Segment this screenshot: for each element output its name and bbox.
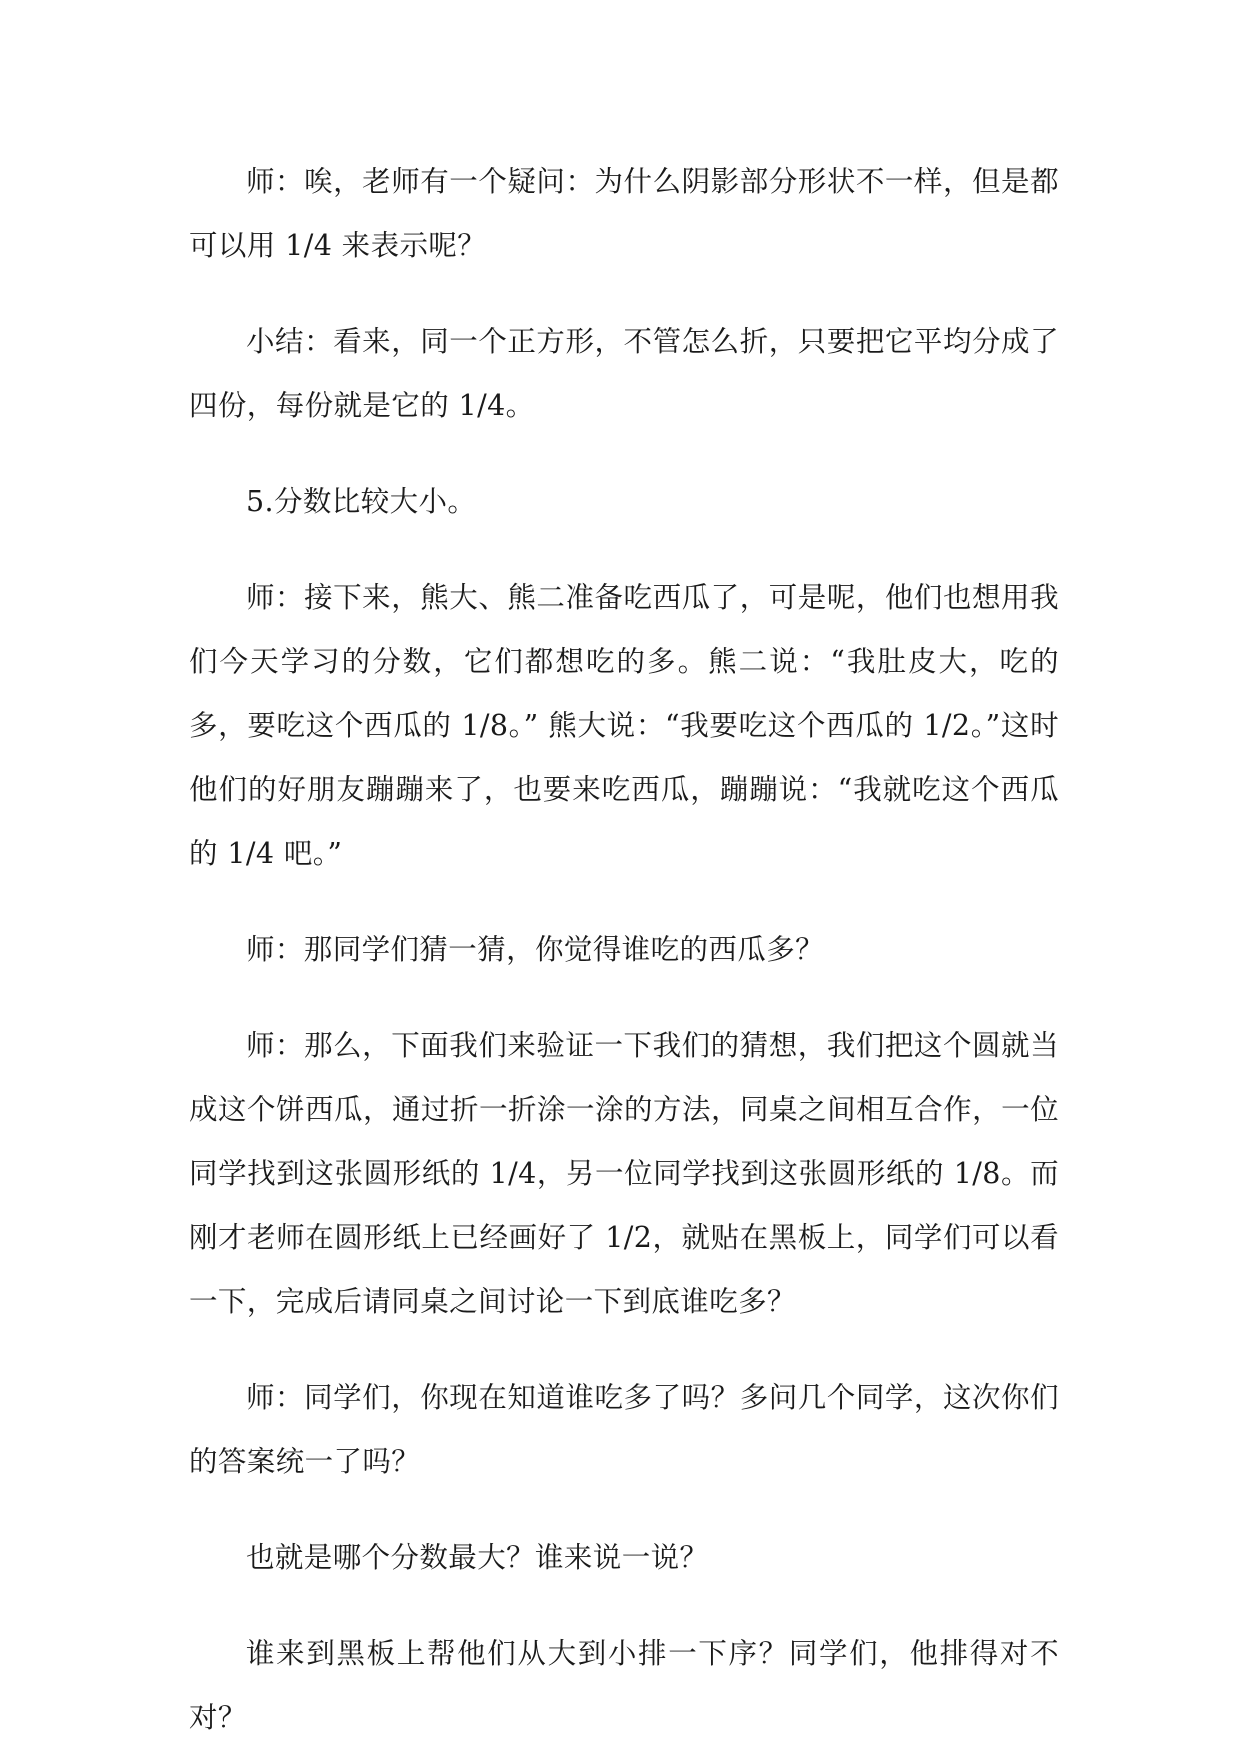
document-body (189, 150, 1059, 1750)
paragraph-guess: 师：那同学们猜一猜，你觉得谁吃的西瓜多？ (246, 933, 825, 966)
paragraph-teacher-question: 师：唉，老师有一个疑问：为什么阴影部分形状不一样，但是都可以用 1/4 来表示呢？ (189, 165, 1059, 262)
paragraph-summary: 小结：看来，同一个正方形，不管怎么折，只要把它平均分成了四份，每份就是它的 1/4。 (189, 325, 1059, 422)
paragraph-discussion: 师：同学们，你现在知道谁吃多了吗？多问几个同学，这次你们的答案统一了吗？ (189, 1381, 1059, 1478)
paragraph-watermelon-story: 师：接下来，熊大、熊二准备吃西瓜了，可是呢，他们也想用我们今天学习的分数，它们都想吃的多。熊二说：“我肚皮大，吃的多，要吃这个西瓜的 1/8。” 熊大说：“我要吃这个西瓜的 1/2。”这时他们的好朋友蹦蹦来了，也要来吃西瓜，蹦蹦说：“我就吃这个西瓜的 1/4 吧。” (189, 581, 1059, 870)
paragraph-ordering: 谁来到黑板上帮他们从大到小排一下序？同学们，他排得对不对？ (189, 1637, 1059, 1734)
paragraph-largest-fraction: 也就是哪个分数最大？谁来说一说？ (246, 1541, 709, 1574)
paragraph-verify-activity: 师：那么，下面我们来验证一下我们的猜想，我们把这个圆就当成这个饼西瓜，通过折一折涂一涂的方法，同桌之间相互合作，一位同学找到这张圆形纸的 1/4，另一位同学找到这张圆形纸的 1/8。而刚才老师在圆形纸上已经画好了 1/2，就贴在黑板上，同学们可以看一下，完成后请同桌之间讨论一下到底谁吃多？ (189, 1029, 1059, 1318)
section-heading-compare-fractions: 5.分数比较大小。 (246, 485, 477, 518)
